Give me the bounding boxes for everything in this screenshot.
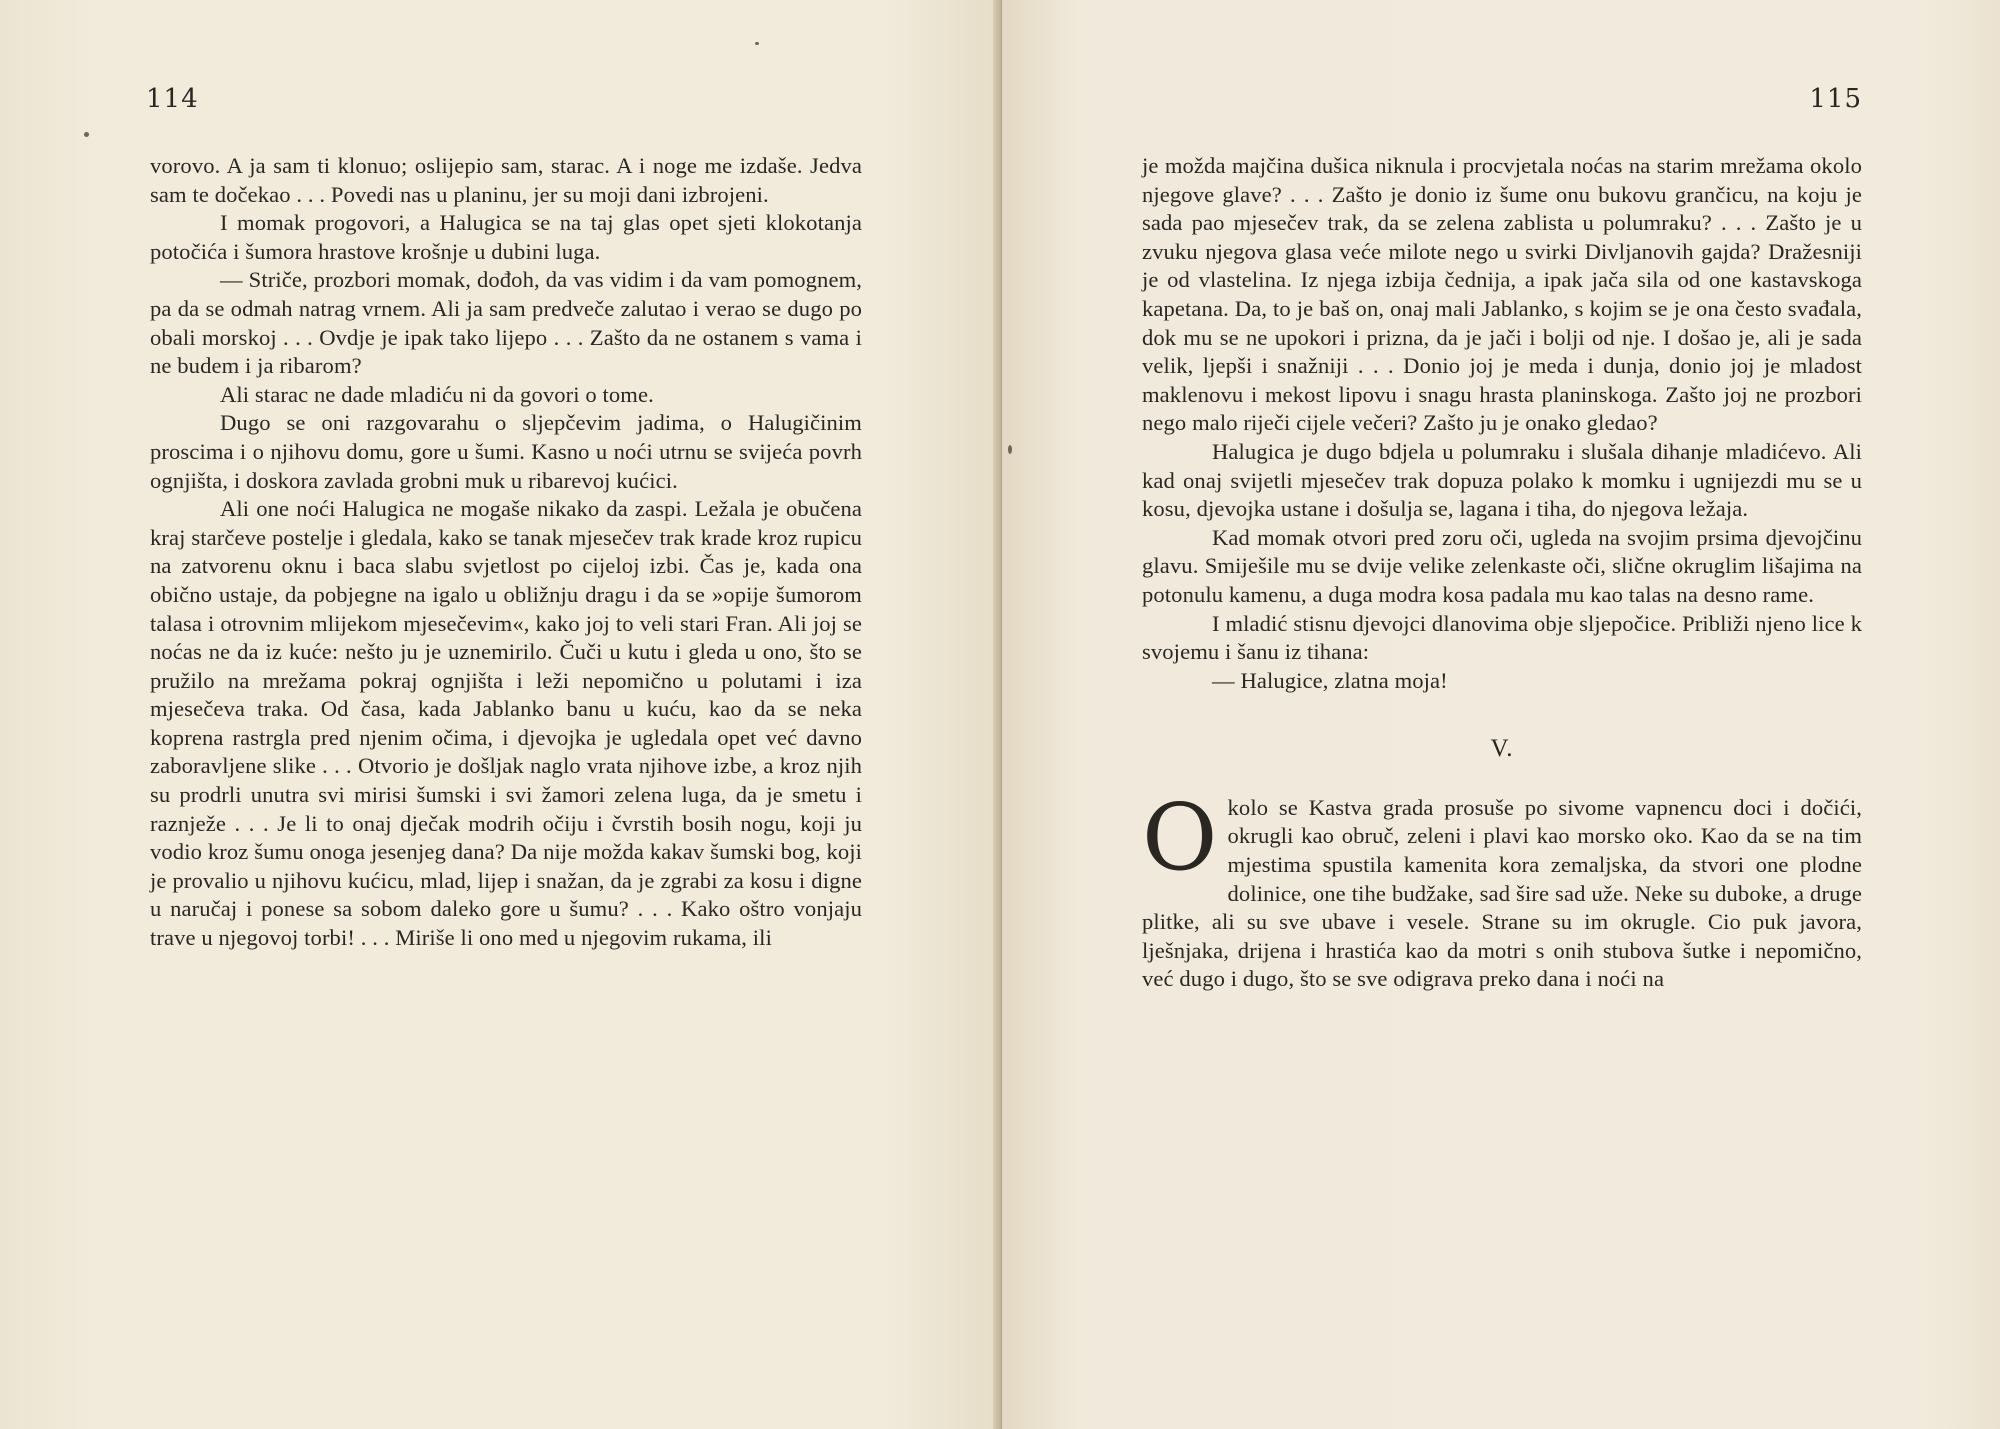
- paragraph: Kad momak otvori pred zoru oči, ugleda na svojim prsima djevojčinu glavu. Smiješile mu se dvije velike zelenkaste oči, slične okruglim lišajima na potonulu kamenu, a duga modra kosa padala mu kao talas na desno rame.: [1142, 524, 1862, 607]
- chapter-paragraph: [1142, 783, 1862, 994]
- right-page-text: [1142, 152, 1862, 994]
- chapter-heading: V.: [1490, 735, 1514, 763]
- page-number: 115: [1809, 84, 1862, 114]
- paragraph: Ali starac ne dade mladiću ni da govori o tome.: [220, 381, 654, 407]
- right-page: [1002, 0, 2000, 1429]
- paragraph: — Halugice, zlatna moja!: [1212, 667, 1448, 693]
- drop-cap: O: [1142, 783, 1218, 891]
- paragraph: vorovo. A ja sam ti klonuo; oslijepio sam, starac. A i noge me izdaše. Jedva sam te dočekao . . . Povedi nas u planinu, jer su moji dani izbrojeni.: [150, 153, 862, 207]
- chapter-text: kolo se Kastva grada prosuše po sivome vapnencu doci i dočići, okrugli kao obruč, zeleni i plavi kao morsko oko. Kao da se na tim mjestima spustila kamenita kora zemaljska, da stvori one plodne dolinice, one tihe budžake, sad šire sad uže. Neke su duboke, a druge plitke, ali su sve ubave i vesele. Strane su im okrugle. Cio puk javora, lješnjaka, drijena i hrastića kao da motri s onih stubova šutke i nepomično, već dugo i dugo, što se sve odigrava preko dana i noći na: [1142, 794, 1862, 992]
- left-page-text: [150, 152, 862, 953]
- paragraph: — Striče, prozbori momak, dođoh, da vas vidim i da vam pomognem, pa da se odmah natrag vrnem. Ali ja sam predveče zalutao i verao se dugo po obali morskoj . . . Ovdje je ipak tako lijepo . . . Zašto da ne ostanem s vama i ne budem i ja ribarom?: [150, 267, 862, 379]
- paragraph: Halugica je dugo bdjela u polumraku i slušala dihanje mladićevo. Ali kad onaj svijetli mjesečev trak dopuza polako k momku i ugnijezdi mu se u kosu, djevojka ustane i došulja se, lagana i tiha, do njegova ležaja.: [1142, 438, 1862, 522]
- page-number: 114: [146, 84, 199, 114]
- paragraph: I momak progovori, a Halugica se na taj glas opet sjeti klokotanja potočića i šumora hrastove krošnje u dubini luga.: [150, 210, 862, 264]
- paragraph: je možda majčina dušica niknula i procvjetala noćas na starim mrežama okolo njegove glave? . . . Zašto je donio iz šume onu bukovu grančicu, na koju je sada pao mjesečev trak, da se zelena zablista u polumraku? . . . Zašto je u zvuku njegova glasa veće milote nego u svirki Divljanovih gajda? Dražesniji je od vlastelina. Iz njega izbija čednija, a ipak jača sila od one kastavskoga kapetana. Da, to je baš on, onaj mali Jablanko, s kojim se je ona često svađala, dok mu se ne upokori i prizna, da je jači i bolji od nje. I došao je, ali je sada velik, ljepši i snažniji . . . Donio joj je meda i dunja, donio joj je mladost maklenovu i mekost lipovu i snagu hrasta planinskoga. Zašto joj ne prozbori nego malo riječi cijele večeri? Zašto ju je onako gledao?: [1142, 153, 1862, 436]
- paragraph: I mladić stisnu djevojci dlanovima obje sljepočice. Približi njeno lice k svojemu i šanu iz tihana:: [1142, 610, 1862, 665]
- paragraph: Dugo se oni razgovarahu o sljepčevim jadima, o Halugičinim proscima i o njihovu domu, gore u šumi. Kasno u noći utrnu se svijeća povrh ognjišta, i doskora zavlada grobni muk u ribarevoj kućici.: [150, 410, 862, 493]
- paragraph: Ali one noći Halugica ne mogaše nikako da zaspi. Ležala je obučena kraj starčeve postelje i gledala, kako se tanak mjesečev trak krade kroz rupicu na zatvorenu oknu i baca slabu svjetlost po cijeloj izbi. Čas je, kada ona obično ustaje, da pobjegne na igalo u obližnju dragu i da se »opije šumorom talasa i otrovnim mlijekom mjesečevim«, kako joj to veli stari Fran. Ali joj se noćas ne da iz kuće: nešto ju je uznemirilo. Čuči u kutu i gleda u ono, što se pružilo na mrežama pokraj ognjišta i leži nepomično u polutami i iza mjesečeva traka. Od časa, kada Jablanko banu u kuću, kao da se neka koprena rastrgla pred njenim očima, i djevojka je ugledala opet već davno zaboravljene slike . . . Otvorio je došljak naglo vrata njihove izbe, a kroz njih su prodrli unutra svi mirisi šumski i svi žamori zelena luga, da je smetu i raznježe . . . Je li to onaj dječak modrih očiju i čvrstih bosih nogu, koji ju vodio kroz šumu onoga jesenjeg dana? Da nije možda kakav šumski bog, koji je provalio u njihovu kućicu, mlad, lijep i snažan, da je zgrabi za kosu i digne u naručaj i ponese sa sobom daleko gore u šumu? . . . Kako oštro vonjaju trave u njegovoj torbi! . . . Miriše li ono med u njegovim rukama, ili: [150, 496, 862, 951]
